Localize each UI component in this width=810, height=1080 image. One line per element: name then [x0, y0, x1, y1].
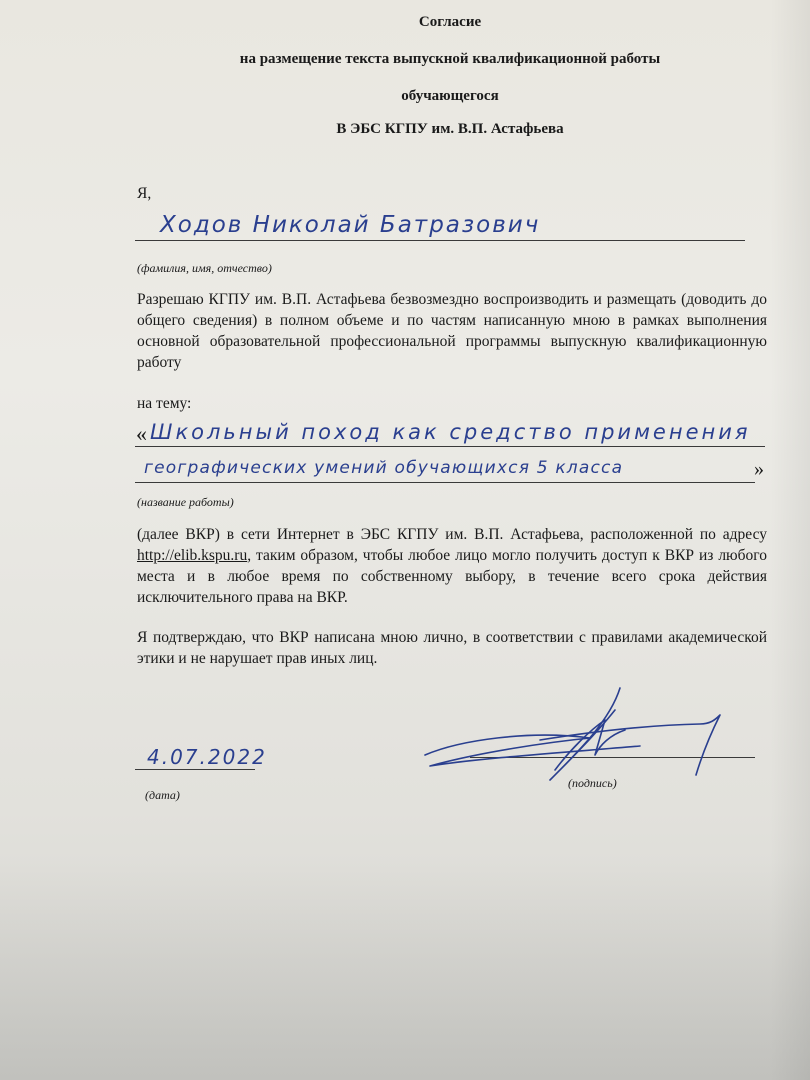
date-handwritten: 4.07.2022	[147, 745, 267, 769]
publication-paragraph	[137, 524, 767, 608]
document-subtitle: на размещение текста выпускной квалификационной работы	[239, 51, 661, 67]
signature-caption: (подпись)	[568, 776, 617, 790]
student-name-handwritten: Ходов Николай Батразович	[160, 212, 541, 238]
library-url-link[interactable]: http://elib.kspu.ru	[137, 547, 248, 564]
date-underline	[135, 769, 255, 770]
topic-line-1-handwritten: Школьный поход как средство применения	[150, 420, 751, 444]
topic-underline-2	[135, 482, 755, 483]
name-underline	[135, 240, 745, 241]
topic-line-2-handwritten: географических умений обучающихся 5 класса	[144, 458, 624, 478]
topic-open-quote: «	[136, 421, 149, 446]
publication-text-before: (далее ВКР) в сети Интернет в ЭБС КГПУ им. В.П. Астафьева, расположенной по адресу	[137, 526, 767, 543]
topic-label: на тему:	[137, 395, 192, 412]
paper-shadow	[0, 860, 810, 1080]
paper-edge-shadow	[770, 0, 810, 1080]
name-caption: (фамилия, имя, отчество)	[137, 261, 272, 275]
topic-underline-1	[135, 446, 765, 447]
document-subtitle-student: обучающегося	[401, 88, 499, 104]
permission-paragraph: Разрешаю КГПУ им. В.П. Астафьева безвозмездно воспроизводить и размещать (доводить до общего сведения) в полном объеме и по частям написанную мною в рамках выполнения основной образовательной профессиональной программы выпускную квалификационную работу	[137, 291, 767, 371]
topic-close-quote: »	[754, 458, 766, 480]
topic-caption: (название работы)	[137, 495, 234, 509]
ya-label: Я,	[137, 185, 152, 202]
document-subtitle-library: В ЭБС КГПУ им. В.П. Астафьева	[336, 121, 564, 137]
confirmation-paragraph: Я подтверждаю, что ВКР написана мною лично, в соответствии с правилами академической этики и не нарушает прав иных лиц.	[137, 629, 767, 667]
document-title: Согласие	[418, 14, 482, 30]
date-caption: (дата)	[145, 788, 180, 802]
handwritten-signature	[420, 680, 750, 790]
publication-text-after: , таким образом, чтобы любое лицо могло получить доступ к ВКР из любого места и в любое время по собственному выбору, в течение всего срока действия исключительного права на ВКР.	[137, 547, 767, 606]
